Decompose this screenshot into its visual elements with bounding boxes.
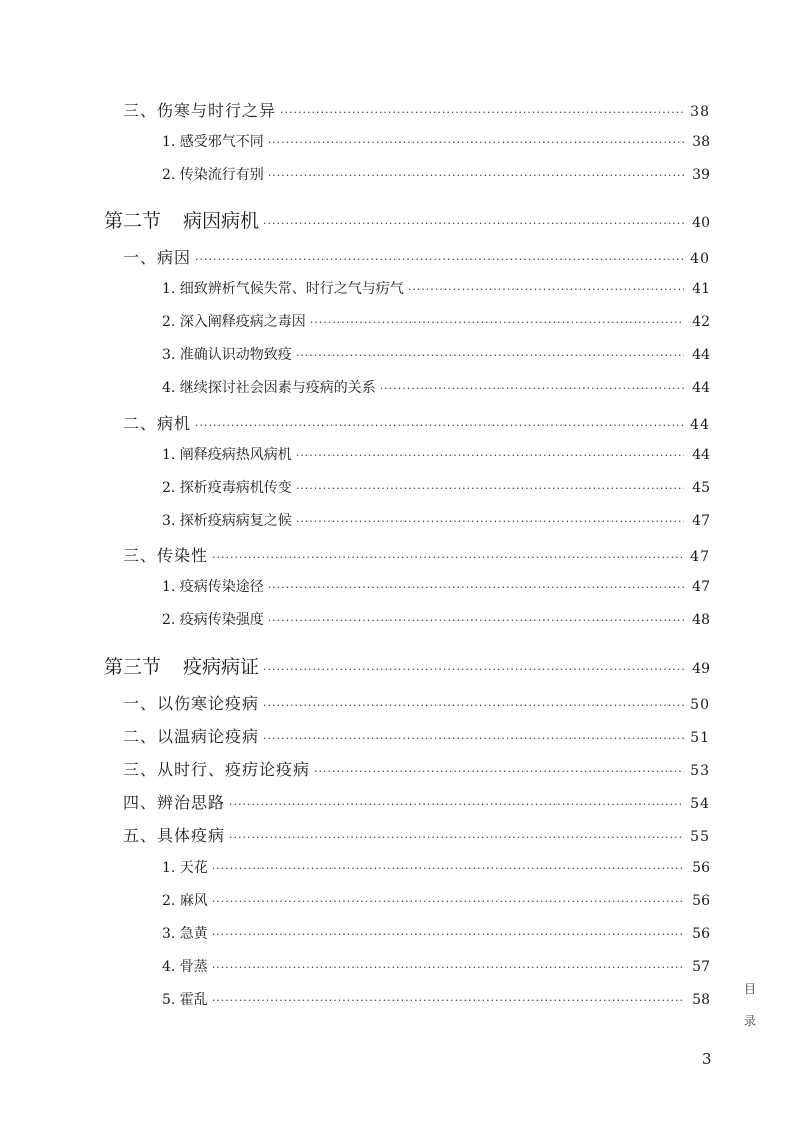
toc-page: 56 bbox=[692, 926, 710, 942]
toc-page: 41 bbox=[692, 281, 710, 297]
toc-title: 2. 深入阐释疫病之毒因 bbox=[162, 314, 306, 330]
side-label-lu: 录 bbox=[744, 1014, 757, 1028]
section-number: 第二节 bbox=[104, 210, 162, 232]
toc-entry[interactable] bbox=[162, 278, 710, 298]
leader-dots bbox=[212, 961, 684, 974]
toc-page: 38 bbox=[690, 104, 710, 120]
toc-entry[interactable] bbox=[162, 956, 710, 976]
toc-page: 47 bbox=[690, 549, 710, 565]
leader-dots bbox=[263, 663, 684, 676]
toc-entry[interactable] bbox=[123, 411, 710, 434]
leader-dots bbox=[263, 732, 684, 745]
toc-title: 2. 探析疫毒病机传变 bbox=[162, 480, 292, 496]
leader-dots bbox=[268, 169, 684, 182]
toc-title: 一、以伤寒论疫病 bbox=[123, 694, 260, 713]
toc-title: 4. 继续探讨社会因素与疫病的关系 bbox=[162, 380, 376, 396]
leader-dots bbox=[212, 895, 684, 908]
leader-dots bbox=[268, 614, 684, 627]
toc-page: 48 bbox=[692, 612, 710, 628]
leader-dots bbox=[296, 449, 684, 462]
toc-entry[interactable] bbox=[162, 311, 710, 331]
toc-entry[interactable] bbox=[123, 98, 710, 121]
toc-page: 39 bbox=[692, 167, 710, 183]
leader-dots bbox=[195, 419, 684, 432]
toc-entry[interactable] bbox=[162, 131, 710, 151]
toc-entry[interactable] bbox=[162, 444, 710, 464]
leader-dots bbox=[212, 862, 684, 875]
toc-entry[interactable] bbox=[162, 164, 710, 184]
toc-title: 二、病机 bbox=[123, 414, 192, 433]
side-label-mu: 目 bbox=[744, 982, 757, 996]
section-name: 疫病病证 bbox=[183, 656, 260, 678]
leader-dots bbox=[296, 482, 684, 495]
toc-page: 55 bbox=[690, 829, 710, 845]
toc-entry[interactable] bbox=[162, 857, 710, 877]
leader-dots bbox=[263, 699, 684, 712]
toc-entry[interactable] bbox=[123, 543, 710, 566]
toc-title: 1. 细致辨析气候失常、时行之气与疠气 bbox=[162, 281, 404, 297]
leader-dots bbox=[314, 765, 684, 778]
toc-entry[interactable] bbox=[162, 377, 710, 397]
toc-page: 40 bbox=[690, 251, 710, 267]
toc-page: 44 bbox=[692, 447, 710, 463]
toc-page: 49 bbox=[692, 661, 710, 677]
toc-page: 40 bbox=[692, 215, 710, 231]
leader-dots bbox=[296, 349, 684, 362]
toc-title: 二、以温病论疫病 bbox=[123, 727, 260, 746]
toc-page: 45 bbox=[692, 480, 710, 496]
section-number: 第三节 bbox=[104, 656, 162, 678]
toc-entry[interactable] bbox=[123, 757, 710, 780]
toc-title: 1. 天花 bbox=[162, 860, 208, 876]
leader-dots bbox=[229, 831, 684, 844]
section-name: 病因病机 bbox=[183, 210, 260, 232]
leader-dots bbox=[212, 551, 684, 564]
leader-dots bbox=[268, 136, 684, 149]
leader-dots bbox=[195, 253, 684, 266]
toc-page: 47 bbox=[692, 579, 710, 595]
toc-title: 三、伤寒与时行之异 bbox=[123, 101, 277, 120]
toc-title: 1. 疫病传染途径 bbox=[162, 579, 264, 595]
toc-page: 44 bbox=[690, 417, 710, 433]
leader-dots bbox=[268, 581, 684, 594]
toc-entry[interactable] bbox=[162, 344, 710, 364]
toc-title: 1. 感受邪气不同 bbox=[162, 134, 264, 150]
toc-page: 54 bbox=[690, 796, 710, 812]
leader-dots bbox=[310, 316, 684, 329]
toc-page: 56 bbox=[692, 893, 710, 909]
toc-title: 2. 麻风 bbox=[162, 893, 208, 909]
toc-page: 38 bbox=[692, 134, 710, 150]
toc-page: 56 bbox=[692, 860, 710, 876]
toc-title: 3. 急黄 bbox=[162, 926, 208, 942]
toc-entry[interactable] bbox=[162, 890, 710, 910]
toc-title: 1. 阐释疫病热风病机 bbox=[162, 447, 292, 463]
toc-page: 51 bbox=[690, 730, 710, 746]
toc-title: 三、传染性 bbox=[123, 546, 209, 565]
leader-dots bbox=[380, 382, 684, 395]
leader-dots bbox=[212, 994, 684, 1007]
toc-title: 三、从时行、疫疠论疫病 bbox=[123, 760, 311, 779]
toc-section-title bbox=[104, 206, 259, 233]
toc-page: 44 bbox=[692, 347, 710, 363]
toc-title: 3. 探析疫病病复之候 bbox=[162, 513, 292, 529]
toc-page: 57 bbox=[692, 959, 710, 975]
toc-entry[interactable] bbox=[123, 724, 710, 747]
toc-section-title bbox=[104, 652, 259, 679]
leader-dots bbox=[408, 283, 684, 296]
toc-entry[interactable] bbox=[123, 691, 710, 714]
leader-dots bbox=[296, 515, 684, 528]
toc-title: 五、具体疫病 bbox=[123, 826, 226, 845]
leader-dots bbox=[212, 928, 684, 941]
toc-section[interactable] bbox=[104, 652, 710, 679]
toc-entry[interactable] bbox=[162, 923, 710, 943]
toc-title: 2. 传染流行有别 bbox=[162, 167, 264, 183]
toc-entry[interactable] bbox=[123, 790, 710, 813]
toc-page: 44 bbox=[692, 380, 710, 396]
leader-dots bbox=[263, 217, 684, 230]
toc-entry[interactable] bbox=[162, 609, 710, 629]
toc-title: 一、病因 bbox=[123, 248, 192, 267]
leader-dots bbox=[229, 798, 684, 811]
toc-title: 2. 疫病传染强度 bbox=[162, 612, 264, 628]
toc-section[interactable] bbox=[104, 206, 710, 233]
toc-title: 4. 骨蒸 bbox=[162, 959, 208, 975]
toc-title: 四、辨治思路 bbox=[123, 793, 226, 812]
toc-entry[interactable] bbox=[162, 989, 710, 1009]
toc-page: 53 bbox=[690, 763, 710, 779]
page-number: 3 bbox=[702, 1050, 712, 1068]
toc-entry[interactable] bbox=[162, 576, 710, 596]
toc-entry[interactable] bbox=[123, 823, 710, 846]
toc-entry[interactable] bbox=[123, 245, 710, 268]
leader-dots bbox=[280, 106, 684, 119]
toc-page: 58 bbox=[692, 992, 710, 1008]
toc-title: 5. 霍乱 bbox=[162, 992, 208, 1008]
toc-entry[interactable] bbox=[162, 510, 710, 530]
toc-page: 47 bbox=[692, 513, 710, 529]
toc-entry[interactable] bbox=[162, 477, 710, 497]
toc-page: 50 bbox=[690, 697, 710, 713]
toc-page: 42 bbox=[692, 314, 710, 330]
toc-title: 3. 准确认识动物致疫 bbox=[162, 347, 292, 363]
